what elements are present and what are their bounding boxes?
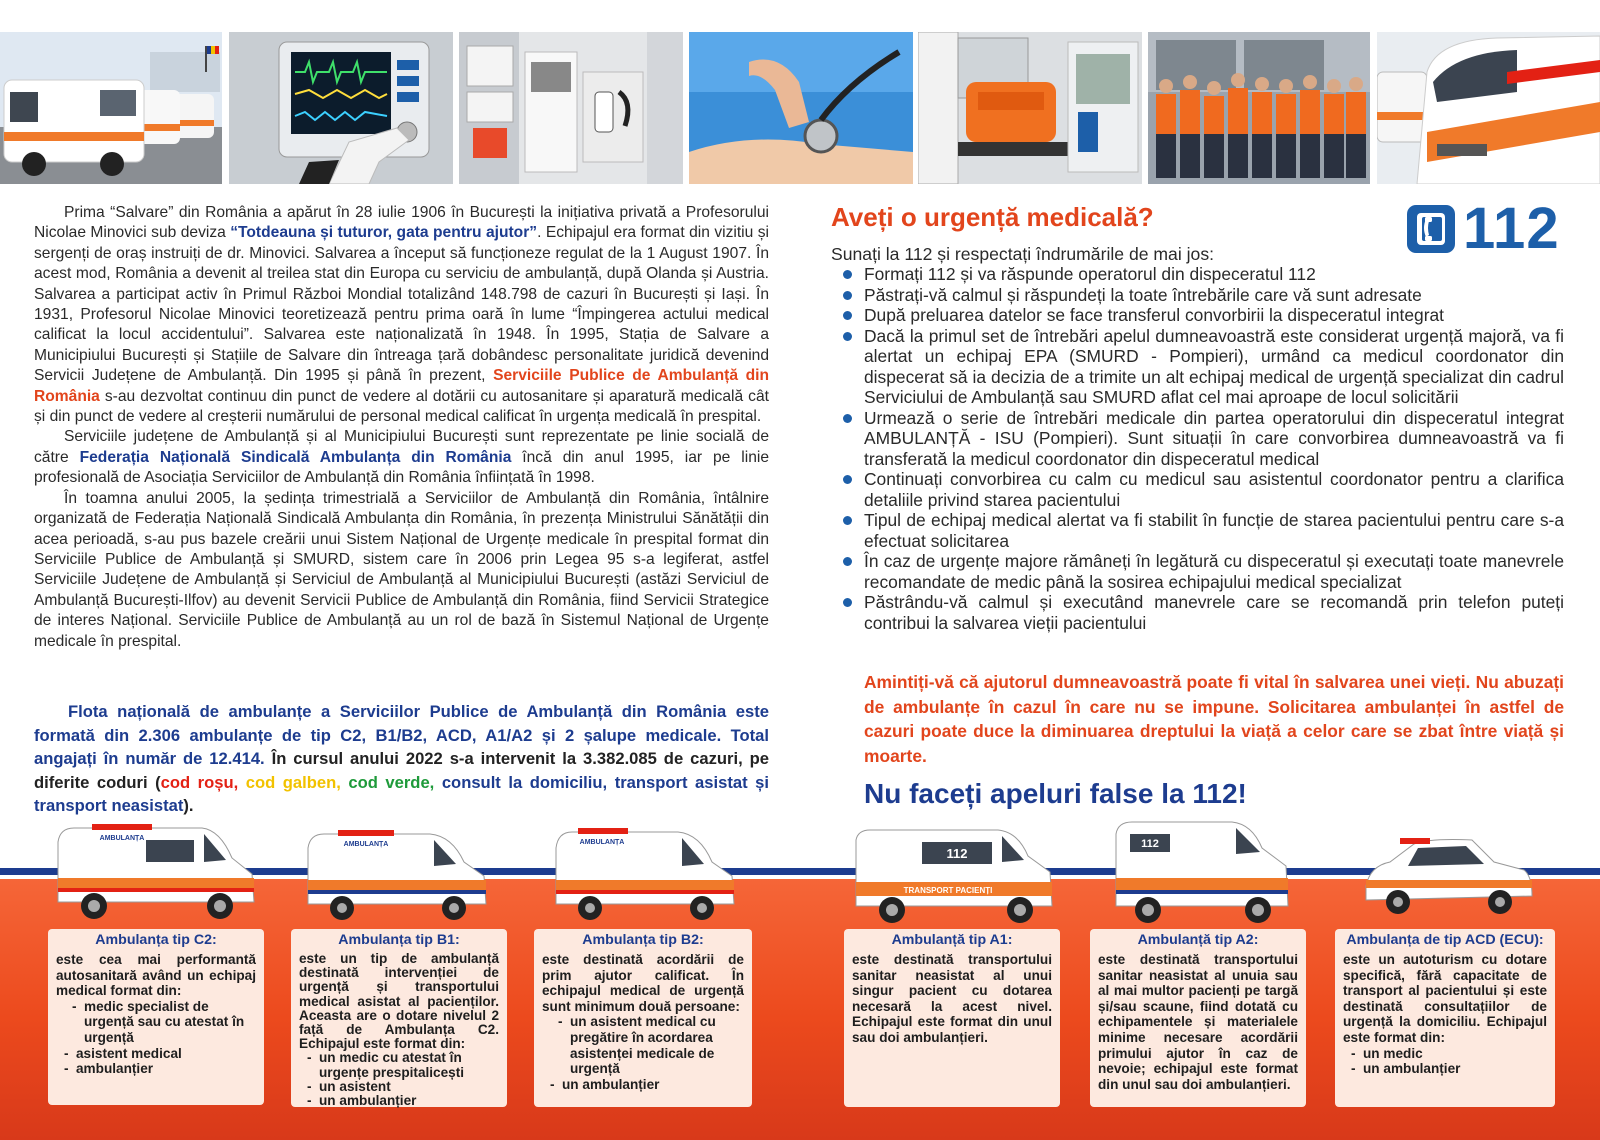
list-item: - un asistent [305, 1080, 499, 1094]
crew-list [70, 999, 256, 1046]
vehicle-card-b1 [291, 929, 507, 1107]
vehicle-card-acd [1335, 929, 1555, 1107]
code-red: cod roșu, [160, 772, 239, 792]
list-item: Păstrându-vă calmul și executând manevrele care se recomandă prin telefon puteți contribui la salvarea vieții pacientului [843, 592, 1564, 633]
paramedic-team-photo [1148, 32, 1370, 184]
vehicle-card-c2 [48, 929, 264, 1105]
list-item: După preluarea datelor se face transferul convorbirii la dispeceratul integrat [843, 305, 1564, 326]
ambulance-side-text: AMBULANȚA [99, 835, 145, 842]
code-green: cod verde, [348, 772, 435, 792]
crew-list [548, 1077, 744, 1093]
ambulance-a1-icon [852, 826, 1058, 926]
vehicle-card-title: Ambulanța tip C2: [95, 932, 217, 948]
stethoscope-photo [689, 32, 913, 184]
crew-list [1349, 1046, 1547, 1077]
ambulance-front-photo [1377, 32, 1600, 184]
ambulance-number-text: 112 [1141, 838, 1159, 850]
vehicle-card-a1 [844, 929, 1060, 1107]
ambulance-side-text: AMBULANȚA [579, 839, 625, 846]
list-item: - un medic cu atestat în urgențe prespitalicești [305, 1051, 499, 1079]
vehicle-card-title: Ambulanța tip B1: [338, 932, 460, 948]
motto: “Totdeauna și tuturor, gata pentru ajutor” [230, 224, 538, 242]
vehicle-card-title: Ambulanță tip A1: [891, 932, 1013, 948]
vehicle-card-text: este destinată transportului sanitar neasistat al unuia sau al mai multor pacienți pe targă și/sau scaune, fiind dotată cu echipamentele și materialele minime necesare acordării primului ajutor în caz de nevoie; echipajul este format din unul sau doi ambulanțieri. [1098, 952, 1298, 1092]
emergency-title: Aveți o urgență medicală? [831, 202, 1154, 232]
emergency-intro: Sunați la 112 și respectați îndrumările de mai jos: [831, 244, 1215, 264]
stretcher-photo [918, 32, 1142, 184]
ambulance-side-text: TRANSPORT PACIENȚI [903, 886, 993, 895]
vehicle-card-text: este destinată acordării de prim ajutor calificat. În echipajul medical de urgență sunt minimum două persoane: [542, 952, 744, 1014]
history-paragraph-3: În toamna anului 2005, la ședința trimestrială a Serviciilor de Ambulanță din România, întâlnire organizată de Federația Națională Sindicală Ambulanța din România, în prezența Ministrului Sănătății din acea perioadă, s-au pus bazele creării unui Sistem Național de Urgențe medicale în prespital format din Serviciile Publice de Ambulanță și SMURD, sistem care în 2006 prin Legea 95 s-a legiferat, astfel Serviciile Județene de Ambulanță și Serviciul de Ambulanță al Municipiului București (astăzi Serviciul de Ambulanță București-Ilfov) au devenit Servicii Publice de Ambulanță din România, fiind Servicii Strategice de interes Național. Serviciile Publice de Ambulanță au un rol de bază în Sistemul Național de Urgențe medicale în prespital. [34, 489, 769, 650]
emergency-number: 112 [1463, 196, 1560, 261]
ambulance-c2-icon [52, 822, 260, 922]
ambulance-a2-icon [1110, 818, 1296, 928]
list-item: Formați 112 și va răspunde operatorul din dispeceratul 112 [843, 264, 1564, 285]
list-item: - un ambulanțier [305, 1094, 499, 1108]
list-item: Urmează o serie de întrebări medicale din partea operatorului din dispeceratul integrat AMBULANȚĂ - ISU (Pompieri). Sunt situații în care convorbirea dumneavoastră va fi transferată la medicul coordonator din dispeceratul medical [843, 408, 1564, 470]
fleet-statistics: Flota națională de ambulanțe a Serviciilor Publice de Ambulanță din România este formată din 2.306 ambulanțe de tip C2, B1/B2, ACD, A1/A2 și 2 șalupe medicale. Total angajați în număr de 12.414. În cursul anului 2022 s-a intervenit la 3.382.085 de cazuri, pe diferite coduri (cod roșu, cod galben, cod verde, consult la domiciliu, transport asistat și transport neasistat). [34, 702, 769, 816]
list-item: - un ambulanțier [1349, 1061, 1547, 1077]
history-paragraph-1: Prima “Salvare” din România a apărut în 28 iulie 1906 în București la inițiativa privată a Profesorului Nicolae Minovici sub deviza “Totdeauna și tuturor, gata pentru ajutor”. Echipajul era format din vizitiu și sergenți de oraș instruiți de dr. Minovici. Salvarea a început să funcționeze regulat de la 1 August 1907. În acest mod, România a devenit al treilea stat din Europa cu serviciu de ambulanță, după Olanda și Austria. Salvarea a participat activ în Primul Război Mondial totalizând 148.798 de cazuri în București și Iași. În 1931, Profesorul Nicolae Minovici teoretizează pentru prima oară în lume “Împingerea actului medical calificat la locul accidentului”. Salvarea este naționalizată în 1948. În 1995, Stația de Salvare a Municipiului București și Stațiile de Salvare din întreaga țară dobândesc personalitate juridică devenind Servicii Județene de Ambulanță. Din 1995 și până în prezent, Serviciile Publice de Ambulanță din România s-au dezvoltat continuu din punct de vedere al dotării cu autosanitare și aparatură medicală cât și din punct de vedere al creșterii numărului de personal medical calificat în urgența medicală în prespital. [34, 204, 770, 426]
ambulance-number-text: 112 [946, 846, 968, 861]
services-highlight: Serviciile Publice de Ambulanță din România [34, 367, 770, 405]
list-item: În caz de urgențe majore rămâneți în legătură cu dispeceratul și executați toate manevrele recomandate de medic până la sosirea echipajului medical specializat [843, 551, 1564, 592]
vehicle-card-a2 [1090, 929, 1306, 1107]
no-false-calls-heading: Nu faceți apeluri false la 112! [864, 778, 1247, 809]
ambulance-fleet-photo [0, 32, 222, 184]
patient-monitor-photo [229, 32, 453, 184]
emergency-number-badge [1407, 196, 1560, 261]
ambulance-side-text: AMBULANȚA [343, 841, 389, 848]
code-yellow: cod galben, [245, 772, 341, 792]
vehicle-card-title: Ambulanța tip B2: [582, 932, 704, 948]
vehicle-card-title: Ambulanța de tip ACD (ECU): [1346, 932, 1544, 948]
crew-list [556, 1014, 744, 1076]
photo-strip [0, 32, 1600, 184]
list-item: Continuați convorbirea cu calm cu medicul sau asistentul coordonator pentru a clarifica detaliile privind starea pacientului [843, 469, 1564, 510]
abuse-warning: Amintiți-vă că ajutorul dumneavoastră poate fi vital în salvarea unei vieți. Nu abuzați de ambulanțe în cazul în care nu se impune. Solicitarea ambulanței în astfel de cazuri poate duce la diminuarea dreptului la viață a celor care se zbat între viață și moarte. [864, 672, 1564, 766]
vehicle-card-text: este destinată transportului sanitar neasistat al unui singur pacient cu dotarea necesară la acest nivel. Echipajul este format din unul sau doi ambulanțieri. [852, 952, 1052, 1045]
vehicle-card-title: Ambulanță tip A2: [1137, 932, 1259, 948]
ambulance-b1-icon [302, 828, 492, 924]
crew-list [62, 1046, 256, 1077]
vehicle-card-text: este cea mai performantă autosanitară având un echipaj medical format din: [56, 952, 256, 999]
history-text [34, 203, 769, 652]
phone-icon [1407, 205, 1455, 253]
list-item: - un medic [1349, 1046, 1547, 1062]
vehicle-card-text: este un autoturism cu dotare specifică, fără capacitate de transport al pacientului și este destinată consultațiilor de urgență la domiciliu. Echipajul este format din: [1343, 952, 1547, 1045]
federation-highlight: Federația Națională Sindicală Ambulanța din România [79, 448, 512, 466]
list-item: Tipul de echipaj medical alertat va fi stabilit în funcție de starea pacientului pentru care s-a efectuat solicitarea [843, 510, 1564, 551]
list-item: - un ambulanțier [548, 1077, 744, 1093]
emergency-steps [843, 264, 1564, 633]
list-item: - ambulanțier [62, 1061, 256, 1077]
list-item: - asistent medical [62, 1046, 256, 1062]
ambulance-acd-icon [1360, 836, 1536, 922]
vehicle-card-b2 [534, 929, 752, 1107]
list-item: Păstrați-vă calmul și răspundeți la toate întrebările care vă sunt adresate [843, 285, 1564, 306]
vehicle-card-text: este un tip de ambulanță destinată intervenției de urgență și transportului medical asistat al pacienților. Aceasta are o dotare nivelul 2 față de Ambulanța C2. Echipajul este format din: [299, 951, 499, 1052]
list-item: - medic specialist de urgență sau cu atestat în urgență [70, 999, 256, 1046]
list-item: Dacă la primul set de întrebări apelul dumneavoastră este considerat urgență majoră, va fi alertat un echipaj EPA (SMURD - Pompieri), urmând ca medicul coordonator din dispecerat să ia decizia de a trimite un alt echipaj medical de urgență specializat din cadrul Serviciului de Ambulanță sau SMURD aflat cel mai aproape de locul solicitării [843, 326, 1564, 408]
crew-list [305, 1051, 499, 1108]
ambulance-interior-photo [459, 32, 683, 184]
ambulance-b2-icon [550, 826, 740, 924]
history-paragraph-2: Serviciile județene de Ambulanță și al Municipiului București sunt reprezentate pe linie socială de către Federația Națională Sindicală Ambulanța din România încă din anul 1995, iar pe linie profesională de Asociația Serviciilor de Ambulanță din România înființată în 1998. [34, 428, 769, 487]
list-item: - un asistent medical cu pregătire în acordarea asistenței medicale de urgență [556, 1014, 744, 1076]
